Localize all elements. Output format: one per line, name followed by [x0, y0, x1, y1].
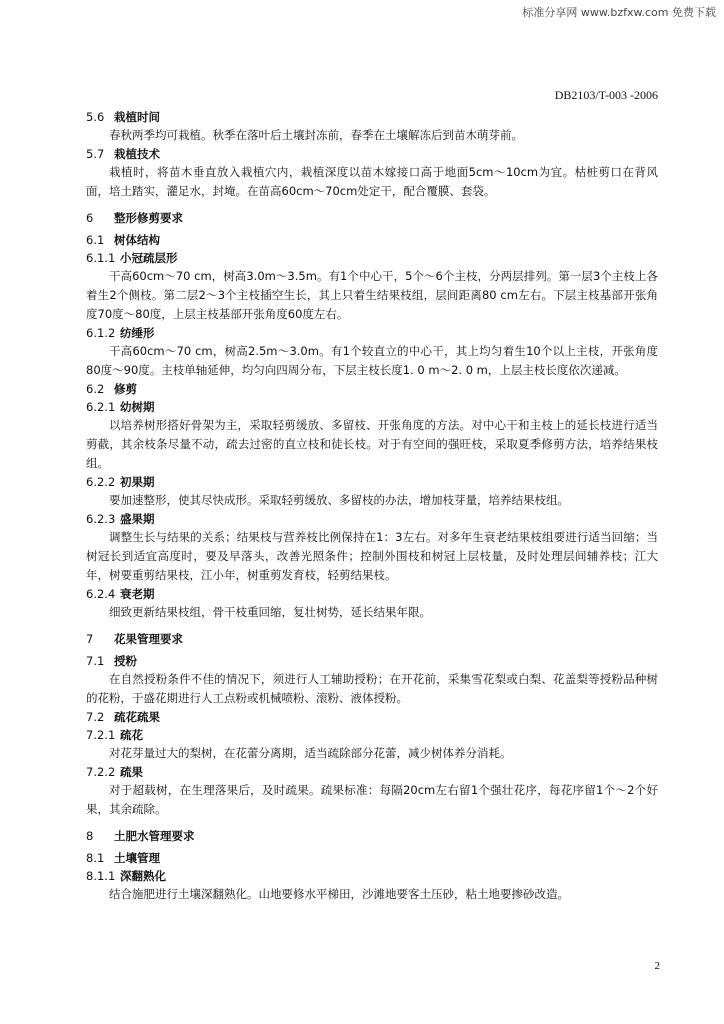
section-number: 6.1.2 — [86, 326, 116, 340]
section-heading — [86, 231, 658, 249]
paragraph: 春秋两季均可栽植。秋季在落叶后土壤封冻前，春季在土壤解冻后到苗木萌芽前。 — [109, 128, 523, 142]
section-number: 6.1.1 — [86, 251, 116, 265]
paragraph: 结合施肥进行土壤深翻熟化。山地要修水平梯田，沙滩地要客土压砂，粘土地要掺砂改造。 — [109, 887, 569, 901]
section-heading — [86, 108, 658, 126]
section-title: 栽植时间 — [114, 110, 160, 124]
paragraph: 在自然授粉条件不佳的情况下，须进行人工辅助授粉；在开花前，采集雪花梨或白梨、花盖梨等授粉品种树的花粉，于盛花期进行人工点粉或机械喷粉、滚粉、液体授粉。 — [86, 672, 658, 705]
section-title: 深翻熟化 — [120, 869, 166, 883]
section-number: 7.2.2 — [86, 765, 116, 779]
section-heading — [86, 849, 658, 867]
section-number: 7.1 — [86, 654, 105, 668]
chapter-heading — [86, 827, 658, 845]
section-heading — [86, 324, 658, 342]
chapter-heading — [86, 209, 658, 227]
section-heading — [86, 652, 658, 670]
paragraph: 干高60cm～70 cm，树高2.5m～3.0m。有1个较直立的中心干，其上均匀着生10个以上主枝，开张角度80度～90度。主枝单轴延伸，均匀向四周分布，下层主枝长度1. 0 m～2. 0 m，上层主枝长度依次递减。 — [86, 344, 658, 377]
section-heading — [86, 708, 658, 726]
section-heading — [86, 473, 658, 491]
section-title: 整形修剪要求 — [114, 211, 183, 225]
site-watermark: 标准分享网 www.bzfxw.com 免费下载 — [522, 6, 716, 19]
section-title: 疏花疏果 — [114, 710, 160, 724]
section-title: 土肥水管理要求 — [114, 829, 195, 843]
section-title: 盛果期 — [120, 512, 155, 526]
section-number: 6.2.4 — [86, 587, 116, 601]
paragraph: 对花芽量过大的梨树，在花蕾分离期，适当疏除部分花蕾，减少树体养分消耗。 — [109, 746, 512, 760]
section-title: 修剪 — [114, 382, 137, 396]
section-title: 疏果 — [120, 765, 143, 779]
section-title: 土壤管理 — [114, 851, 160, 865]
section-title: 纺缍形 — [120, 326, 155, 340]
section-heading — [86, 380, 658, 398]
section-number: 8.1 — [86, 851, 105, 865]
section-title: 幼树期 — [120, 400, 155, 414]
paragraph: 细致更新结果枝组，骨干枝重回缩，复壮树势，延长结果年限。 — [109, 605, 431, 619]
section-number: 8 — [86, 829, 94, 843]
section-heading — [86, 398, 658, 416]
page-number: 2 — [654, 960, 660, 972]
section-title: 授粉 — [114, 654, 137, 668]
section-number: 5.7 — [86, 147, 105, 161]
section-number: 6.2.3 — [86, 512, 116, 526]
section-title: 花果管理要求 — [114, 632, 183, 646]
section-title: 栽植技术 — [114, 147, 160, 161]
paragraph: 要加速整形，使其尽快成形。采取轻剪缓放、多留枝的办法，增加枝芽量，培养结果枝组。 — [109, 493, 569, 507]
section-heading — [86, 763, 658, 781]
paragraph: 调整生长与结果的关系；结果枝与营养枝比例保持在1：3左右。对多年生衰老结果枝组要进行适当回缩；当树冠长到适宜高度时，要及早落头，改善光照条件；控制外围枝和树冠上层枝量，及时处理层间辅养枝；江大年，树要重剪结果枝，江小年，树重剪发育枝，轻剪结果枝。 — [86, 530, 658, 582]
section-number: 6.1 — [86, 233, 105, 247]
chapter-heading — [86, 630, 658, 648]
section-number: 8.1.1 — [86, 869, 116, 883]
paragraph: 对于超载树，在生理落果后，及时疏果。疏果标准：每隔20cm左右留1个强壮花序，每花序留1个～2个好果，其余疏除。 — [86, 783, 658, 816]
section-heading — [86, 510, 658, 528]
section-number: 5.6 — [86, 110, 105, 124]
section-title: 疏花 — [120, 728, 143, 742]
section-heading — [86, 867, 658, 885]
section-title: 小冠疏层形 — [120, 251, 178, 265]
section-title: 衰老期 — [120, 587, 155, 601]
section-number: 6.2.1 — [86, 400, 116, 414]
paragraph: 栽植时，将苗木垂直放入栽植穴内，栽植深度以苗木嫁接口高于地面5cm～10cm为宜。枯桩剪口在背风面，培土踏实，灌足水，封埯。在苗高60cm～70cm处定干，配合覆膜、套袋。 — [86, 165, 658, 198]
section-heading — [86, 145, 658, 163]
section-number: 6.2 — [86, 382, 105, 396]
section-title: 初果期 — [120, 475, 155, 489]
section-number: 6 — [86, 211, 94, 225]
section-heading — [86, 249, 658, 267]
paragraph: 干高60cm～70 cm，树高3.0m～3.5m。有1个中心干，5个～6个主枝，分两层排列。第一层3个主枝上各着生2个侧枝。第二层2～3个主枝插空生长，其上只着生结果枝组，层间距离80 cm左右。下层主枝基部开张角度70度～80度，上层主枝基部开张角度60度左右。 — [86, 269, 658, 321]
document-body — [86, 108, 658, 904]
paragraph: 以培养树形搭好骨架为主，采取轻剪缓放、多留枝、开张角度的方法。对中心干和主枝上的延长枝进行适当剪截，其余枝条尽量不动，疏去过密的直立枝和徒长枝。对于有空间的强旺枝，采取夏季修剪方法，培养结果枝组。 — [86, 418, 658, 470]
section-number: 7.2.1 — [86, 728, 116, 742]
section-number: 7.2 — [86, 710, 105, 724]
section-number: 6.2.2 — [86, 475, 116, 489]
section-heading — [86, 585, 658, 603]
section-title: 树体结构 — [114, 233, 160, 247]
document-code: DB2103/T-003 -2006 — [554, 88, 658, 102]
section-number: 7 — [86, 632, 94, 646]
section-heading — [86, 726, 658, 744]
